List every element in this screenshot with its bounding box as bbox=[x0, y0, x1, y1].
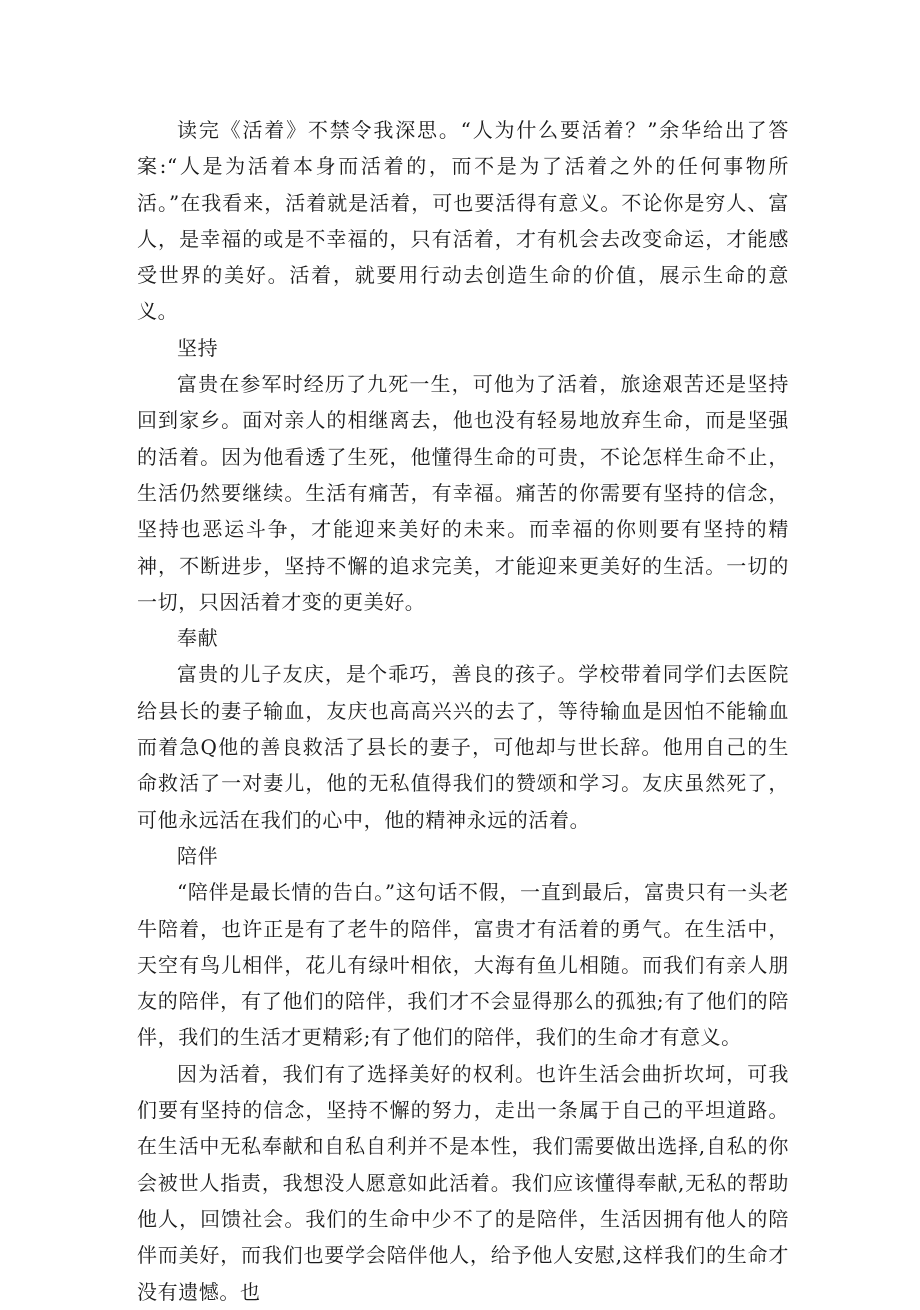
paragraph-dedication: 富贵的儿子友庆，是个乖巧，善良的孩子。学校带着同学们去医院给县长的妻子输血，友庆也高高兴兴的去了，等待输血是因怕不能输血而着急Q他的善良救活了县长的妻子，可他却与世长辞。他用自己的生命救活了一对妻儿，他的无私值得我们的赞颂和学习。友庆虽然死了，可他永远活在我们的心中，他的精神永远的活着。 bbox=[137, 662, 789, 832]
paragraph-conclusion: 因为活着，我们有了选择美好的权利。也许生活会曲折坎坷，可我们要有坚持的信念，坚持不懈的努力，走出一条属于自己的平坦道路。在生活中无私奉献和自私自利并不是本性，我们需要做出选择,自私的你会被世人指责，我想没人愿意如此活着。我们应该懂得奉献,无私的帮助他人，回馈社会。我们的生命中少不了的是陪伴，生活因拥有他人的陪伴而美好，而我们也要学会陪伴他人，给予他人安慰,这样我们的生命才没有遗憾。也 bbox=[137, 1061, 789, 1304]
paragraph-intro: 读完《活着》不禁令我深思。“人为什么要活着？”余华给出了答案:“人是为活着本身而活着的，而不是为了活着之外的任何事物所活。”在我看来，活着就是活着，可也要活得有意义。不论你是穷人、富人，是幸福的或是不幸福的，只有活着，才有机会去改变命运，才能感受世界的美好。活着，就要用行动去创造生命的价值，展示生命的意义。 bbox=[137, 118, 789, 324]
section-heading-persistence: 坚持 bbox=[177, 335, 219, 360]
section-heading-dedication: 奉献 bbox=[177, 626, 219, 651]
section-heading-companionship: 陪伴 bbox=[177, 843, 219, 868]
document-body bbox=[137, 112, 789, 1310]
paragraph-companionship: “陪伴是最长情的告白。”这句话不假，一直到最后，富贵只有一头老牛陪着，也许正是有了老牛的陪伴，富贵才有活着的勇气。在生活中，天空有鸟儿相伴，花儿有绿叶相依，大海有鱼儿相随。而我们有亲人朋友的陪伴，有了他们的陪伴，我们才不会显得那么的孤独;有了他们的陪伴，我们的生活才更精彩;有了他们的陪伴，我们的生命才有意义。 bbox=[137, 880, 789, 1050]
paragraph-persistence: 富贵在参军时经历了九死一生，可他为了活着，旅途艰苦还是坚持回到家乡。面对亲人的相继离去，他也没有轻易地放弃生命，而是坚强的活着。因为他看透了生死，他懂得生命的可贵，不论怎样生命不止，生活仍然要继续。生活有痛苦，有幸福。痛苦的你需要有坚持的信念，坚持也恶运斗争，才能迎来美好的未来。而幸福的你则要有坚持的精神，不断进步，坚持不懈的追求完美，才能迎来更美好的生活。一切的一切，只因活着才变的更美好。 bbox=[137, 372, 789, 614]
